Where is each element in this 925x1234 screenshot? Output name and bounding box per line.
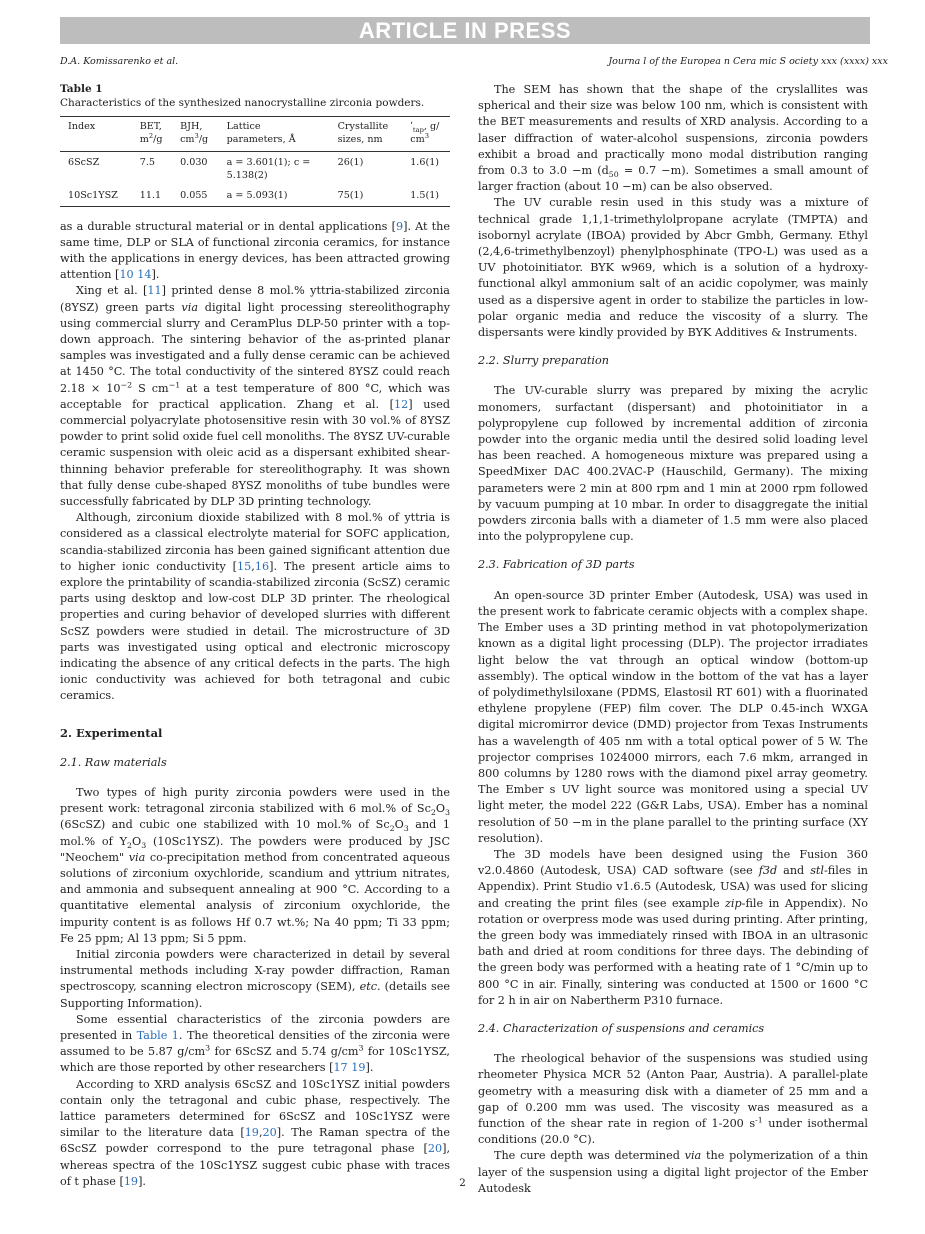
cell-size: 26(1) [337,157,364,168]
page-number: 2 [459,1177,466,1189]
table-subcaption: Characteristics of the synthesized nanocrystalline zirconia powders. [60,97,425,109]
paragraph-essential: Some essential characteristics of the zirconia powders are presented in Table 1. The theoretical densities of the zirconia were assumed to be 5.87 $g/cm^3$ for 6ScSZ and 5.74 $g/cm^3$ for 10Sc1YSZ, which are those reported by other researchers [17 19]. [60,1012,451,1075]
paragraph-initial-powders: Initial zirconia powders were characterized in detail by several instrumental methods including X-ray powder diffraction, Raman spectroscopy, scanning electron microscopy (SEM), etc. (details see Supporting Information). [60,948,450,1010]
table-link[interactable]: Table 1 [136,1029,179,1043]
subsection-heading-characterization: 2.4. Characterization of suspensions and ceramics [478,1021,765,1035]
citation-link[interactable]: 16 [254,559,270,573]
cell-size: 75(1) [337,190,364,201]
cell-bet: 7.5 [139,157,155,168]
table-row [60,185,450,206]
cell-lattice: a = 5.093(1) [226,190,288,201]
th-crystallite: Crystallite sizes, nm [337,121,389,145]
characteristics-table [60,116,450,207]
subsection-heading-raw-materials: 2.1. Raw materials [60,755,167,769]
article-in-press-banner: ARTICLE IN PRESS [60,17,870,44]
citation-link[interactable]: 15 [237,559,252,573]
paragraph-although: Although, zirconium dioxide stabilized with 8 mol.% of yttria is considered as a classical electrolyte material for SOFC application, scandia-stabilized zirconia has been gained significant attention due to higher ionic conductivity [15,16]. The present article aims to explore the printability of scandia-stabilized zirconia (ScSZ) ceramic parts using desktop and low-cost DLP 3D printer. The rheological properties and curing behavior of developed slurries with different ScSZ powders were studied in detail. The microstructure of 3D parts was investigated using optical and electronic microscopy indicating the absence of any critical defects in the parts. The high ionic conductivity was achieved for both tetragonal and cubic ceramics. [60,511,450,703]
paragraph-two-types: Two types of high purity zirconia powders were used in the present work: tetragonal zirconia stabilized with 6 mol.% of $Sc_2O_3$ (6ScSZ) and cubic one stabilized with 10 mol.% of $Sc_2O_3$ and 1 mol.% of $Y_2O_3$ (10Sc1YSZ). The powders were produced by JSC "Neochem" via co-precipitation method from concentrated aqueous solutions of zirconium oxychloride, scandium and yttrium nitrates, and ammonia and subsequent annealing at 900 °C. According to a quantitative elemental analysis of zirconium oxychloride, the impurity content is as follows Hf 0.7 wt.%; Na 40 ppm; Ti 33 ppm; Fe 25 ppm; Al 13 ppm; Si 5 ppm. [60,786,451,945]
th-index: Index [68,121,96,132]
th-bjh: BJH, $cm^3/g$ [180,121,209,145]
cell-bjh: 0.055 [180,190,208,201]
citation-link[interactable]: 10 14 [119,268,152,282]
table-caption: Table 1 [60,83,103,95]
citation-link[interactable]: 19 [244,1126,259,1140]
paragraph-slurry: The UV-curable slurry was prepared by mixing the acrylic monomers, surfactant (dispersant) and photoinitiator in a polypropylene cup followed by incremental addition of zirconia powder into the organic media until the desired solid loading level has been reached. A homogeneous mixture was prepared using a SpeedMixer DAC 400.2VAC-P (Hauschild, Germany). The mixing parameters were 2 min at 800 rpm and 1 min at 2000 rpm followed by vacuum pumping at 10 mbar. In order to disaggregate the initial powders zirconia balls with a diameter of 1.5 mm were also placed into the polypropylene cup. [478,384,868,544]
th-lattice: Lattice parameters, Å [226,121,296,145]
paragraph-rheology: The rheological behavior of the suspensions was studied using rheometer Physica MCR 52 (Anton Paar, Austria). A parallel-plate geometry with a measuring disk with a diameter of 25 mm and a gap of 0.200 mm was used. The viscosity was measured as a function of the shear rate in region of 1-200 $s^{-1}$ under isothermal conditions (20.0 °C). [478,1052,868,1147]
th-bet: BET, $m^2/g$ [139,121,163,145]
table-row [60,152,450,186]
cell-index: 6ScSZ [68,157,100,168]
paragraph-fabrication: An open-source 3D printer Ember (Autodesk, USA) was used in the present work to fabricate ceramic objects with a complex shape. The Ember uses a 3D printing method in vat photopolymerization known as a digital light processing (DLP). The projector irradiates light below the vat through an optical window (bottom-up assembly). The optical window in the bottom of the vat has a layer of polydimethylsiloxane (PDMS, Elastosil RT 601) with a fluorinated ethylene propylene (FEP) film cover. The DLP 0.45-inch WXGA digital micromirror device (DMD) projector from Texas Instruments has a wavelength of 405 nm with a total optical power of 5 W. The projector comprises 1024000 mirrors, each 7.6 mkm, arranged in 800 columns by 1280 rows with the diamond pixel array geometry. The Ember s UV light source was monitored using a special UV light meter, the model 222 (G&R Labs, USA). Ember has a nominal resolution of 50 −m in the plane parallel to the printing surface (XY resolution). [478,588,868,845]
subsection-heading-fabrication: 2.3. Fabrication of 3D parts [478,558,635,572]
citation-link[interactable]: 20 [262,1126,277,1140]
running-head-journal: Journa l of the Europea n Cera mic S ociety xxx (xxxx) xxx [608,56,888,67]
citation-link[interactable]: 17 19 [333,1061,366,1075]
paragraph-3d-models: The 3D models have been designed using the Fusion 360 v2.0.4860 (Autodesk, USA) CAD software (see f3d and stl-files in Appendix). Print Studio v1.6.5 (Autodesk, USA) was used for slicing and creating the print files (see example zip-file in Appendix). No rotation or overpress mode was used during printing. After printing, the green body was immediately rinsed with IBOA in an ultrasonic bath and dried at room conditions for three days. The debinding of the green body was performed with a heating rate of 1 °C/min up to 800 °C in air. Finally, sintering was conducted at 1500 or 1600 °C for 2 h in air on Nabertherm P310 furnace. [478,847,868,1007]
citation-link[interactable]: 12 [394,397,409,411]
right-column [478,82,868,1197]
left-column [60,82,450,1190]
paragraph-xrd: According to XRD analysis 6ScSZ and 10Sc1YSZ initial powders contain only the tetragonal and cubic phase, respectively. The lattice parameters determined for 6ScSZ and 10Sc1YSZ were similar to the literature data [19,20]. The Raman spectra of the 6ScSZ powder correspond to the pure tetragonal phase [20], whereas spectra of the 10Sc1YSZ suggest cubic phase with traces of t phase [19]. [60,1077,450,1188]
paragraph-intro: as a durable structural material or in dental applications [9]. At the same time, DLP or SLA of functional zirconia ceramics, for instance with the applications in energy devices, has been attracted growing attention [10 14]. [60,219,451,282]
cell-lattice: a = 3.601(1); c = 5.138(2) [226,157,311,181]
th-tap-density: ʹ$_{tap}$, g/ $cm^3$ [410,121,440,145]
citation-link[interactable]: 20 [427,1142,443,1156]
cell-tap: 1.6(1) [410,157,440,168]
cell-tap: 1.5(1) [410,190,440,201]
cell-bet: 11.1 [139,190,162,201]
cell-index: 10Sc1YSZ [68,190,118,201]
paragraph-sem: The SEM has shown that the shape of the cryslallites was spherical and their size was below 100 nm, which is consistent with the BET measurements and results of XRD analysis. According to a laser diffraction of water-alcohol suspensions, zirconia powders exhibit a broad and practically mono modal distribution ranging from 0.3 to 3.0 −m $(d_{50} = 0.7 -m)$. Sometimes a small amount of larger fraction (about 10 −m) can be also observed. [478,83,868,194]
citation-link[interactable]: 9 [395,219,404,233]
paragraph-xing: Xing et al. [11] printed dense 8 mol.% yttria-stabilized zirconia (8YSZ) green parts via digital light processing stereolithography using commercial slurry and CeramPlus DLP-50 printer with a top-down approach. The sintering behavior of the as-printed planar samples was investigated and a fully dense ceramic can be achieved at 1450 °C. The total conductivity of the sintered 8YSZ could reach $2.18 \times 10^{-2}$ S $cm^{-1}$ at a test temperature of 800 °C, which was acceptable for practical application. Zhang et al. [12] used commercial polyacrylate photosensitive resin with 30 vol.% of 8YSZ powder to print solid oxide fuel cell monoliths. The 8YSZ UV-curable ceramic suspension with oleic acid as a dispersant exhibited shear-thinning behavior preferable for stereolithography. It was shown that fully dense cube-shaped 8YSZ monoliths of tube bundles were successfully fabricated by DLP 3D printing technology. [60,284,451,508]
section-heading-experimental: 2. Experimental [60,725,163,740]
running-head-authors: D.A. Komissarenko et al. [60,56,179,67]
cell-bjh: 0.030 [180,157,208,168]
subsection-heading-slurry: 2.2. Slurry preparation [478,354,609,368]
citation-link[interactable]: 19 [123,1174,139,1188]
paragraph-cure-depth: The cure depth was determined via the polymerization of a thin layer of the suspension using a digital light projector of the Ember Autodesk [478,1149,868,1195]
table-header-row [60,117,450,152]
citation-link[interactable]: 11 [147,284,162,298]
paragraph-uv-resin: The UV curable resin used in this study was a mixture of technical grade 1,1,1-trimethylolpropane acrylate (TMPTA) and isobornyl acrylate (IBOA) provided by Abcr Gmbh, Germany. Ethyl (2,4,6-trimethylbenzoyl) phenylphosphinate (TPO-L) was used as a UV photoinitiator. BYK w969, which is a solution of a hydroxy-functional alkyl ammonium salt of an acidic copolymer, was mainly used as a dispersive agent in order to stabilize the particles in low-polar organic media and reduce the viscosity of a slurry. The dispersants were kindly provided by BYK Additives & Instruments. [478,196,868,340]
